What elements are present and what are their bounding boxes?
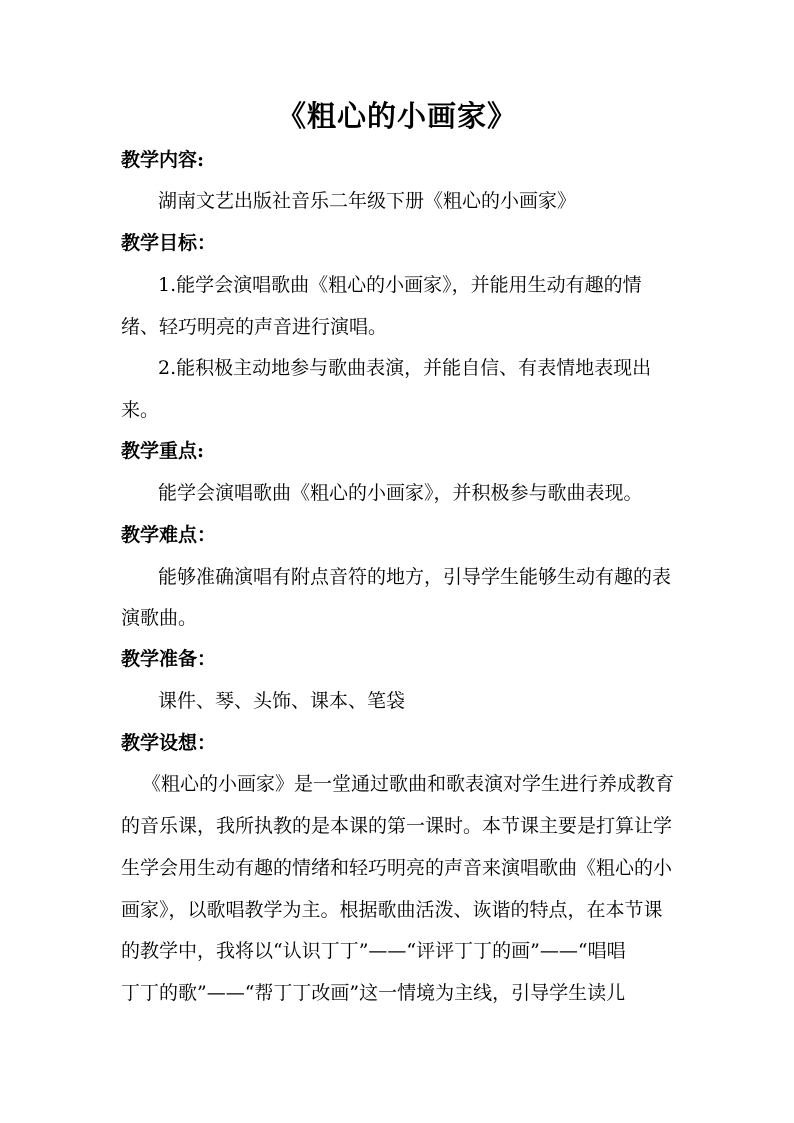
design-line-5: 的教学中，我将以“认识丁丁”——“评评丁丁的画”——“唱唱 bbox=[121, 940, 626, 962]
design-line-3: 生学会用生动有趣的情绪和轻巧明亮的声音来演唱歌曲《粗心的小 bbox=[121, 857, 673, 879]
key-point-line-1: 能学会演唱歌曲《粗心的小画家》，并积极参与歌曲表现。 bbox=[158, 482, 643, 504]
objective-line-2: 绪、轻巧明亮的声音进行演唱。 bbox=[121, 316, 388, 338]
difficulty-line-1: 能够准确演唱有附点音符的地方，引导学生能够生动有趣的表 bbox=[158, 566, 672, 588]
content-line-1: 湖南文艺出版社音乐二年级下册《粗心的小画家》 bbox=[158, 190, 577, 212]
heading-teaching-content: 教学内容: bbox=[121, 149, 205, 171]
heading-difficulties: 教学难点： bbox=[121, 524, 217, 546]
design-line-1: 《粗心的小画家》是一堂通过歌曲和歌表演对学生进行养成教育 bbox=[142, 773, 675, 795]
preparation-line-1: 课件、琴、头饰、课本、笔袋 bbox=[158, 690, 406, 712]
heading-teaching-objectives: 教学目标： bbox=[121, 232, 217, 254]
difficulty-line-2: 演歌曲。 bbox=[121, 607, 198, 629]
design-line-2: 的音乐课，我所执教的是本课的第一课时。本节课主要是打算让学 bbox=[121, 815, 673, 837]
objective-line-1: 1.能学会演唱歌曲《粗心的小画家》，并能用生动有趣的情 bbox=[158, 274, 642, 296]
design-line-4: 画家》，以歌唱教学为主。根据歌曲活泼、诙谐的特点，在本节课 bbox=[121, 899, 663, 921]
design-line-6: 丁丁的歌”——“帮丁丁改画”这一情境为主线，引导学生读儿 bbox=[121, 982, 626, 1004]
heading-key-points: 教学重点: bbox=[121, 440, 205, 462]
document-title: 《粗心的小画家》 bbox=[276, 99, 517, 133]
objective-line-3: 2.能积极主动地参与歌曲表演，并能自信、有表情地表现出 bbox=[158, 357, 652, 379]
objective-line-4: 来。 bbox=[121, 399, 160, 421]
heading-teaching-design: 教学设想： bbox=[121, 732, 217, 754]
heading-preparation: 教学准备： bbox=[121, 648, 217, 670]
